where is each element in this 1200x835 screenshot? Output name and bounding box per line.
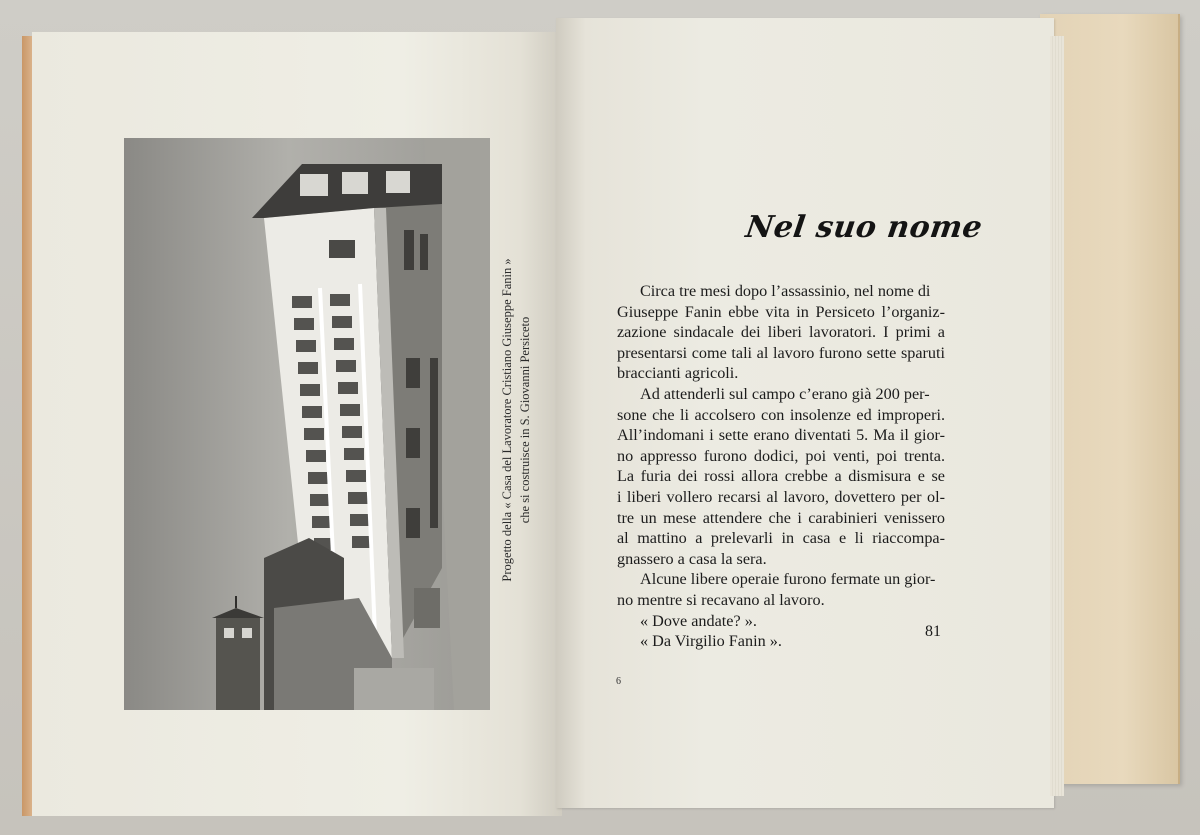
text-line: La furia dei rossi allora crebbe a dismisura e se	[617, 467, 945, 486]
text-line: presentarsi come tali al lavoro furono sette sparuti	[617, 343, 945, 362]
text-line: sone che li accolsero con insolenze ed improperi.	[617, 405, 945, 424]
caption-line: Progetto della « Casa del Lavoratore Cristiano Giuseppe Fanin »	[500, 258, 514, 582]
text-line: Giuseppe Fanin ebbe vita in Persiceto l’organiz-	[617, 302, 945, 321]
text-line: braccianti agricoli.	[617, 364, 739, 383]
text-line: no appresso furono dodici, poi venti, poi trenta.	[617, 446, 945, 465]
text-line: Alcune libere operaie furono fermate un gior-	[640, 570, 936, 589]
text-line: Circa tre mesi dopo l’assassinio, nel nome di	[640, 282, 931, 300]
signature-mark: 6	[616, 676, 621, 687]
text-line: al mattino a prelevarli in casa e li riaccompa-	[617, 529, 945, 548]
text-line: zazione sindacale dei liberi lavoratori. I primi a	[617, 323, 945, 342]
text-line: Ad attenderli sul campo c’erano già 200 per-	[640, 384, 930, 403]
text-line: i liberi vollero recarsi al lavoro, dovettero per ol-	[617, 487, 945, 506]
page-number: 81	[925, 623, 941, 640]
photo-caption	[498, 220, 534, 620]
page-stack-edge	[1050, 36, 1064, 796]
text-line: tre un mese attendere che i carabinieri venissero	[617, 508, 945, 527]
body-text	[617, 281, 945, 652]
text-line: gnassero a casa la sera.	[617, 549, 767, 568]
chapter-title: Nel suo nome	[743, 210, 985, 245]
building-photo	[124, 138, 490, 710]
text-line: « Dove andate? ».	[640, 611, 757, 630]
text-line: no mentre si recavano al lavoro.	[617, 590, 825, 609]
caption-line: che si costruisce in S. Giovanni Persiceto	[518, 316, 532, 524]
text-line: All’indomani i sette erano diventati 5. Ma il gior-	[617, 426, 945, 445]
text-line: « Da Virgilio Fanin ».	[640, 632, 782, 651]
